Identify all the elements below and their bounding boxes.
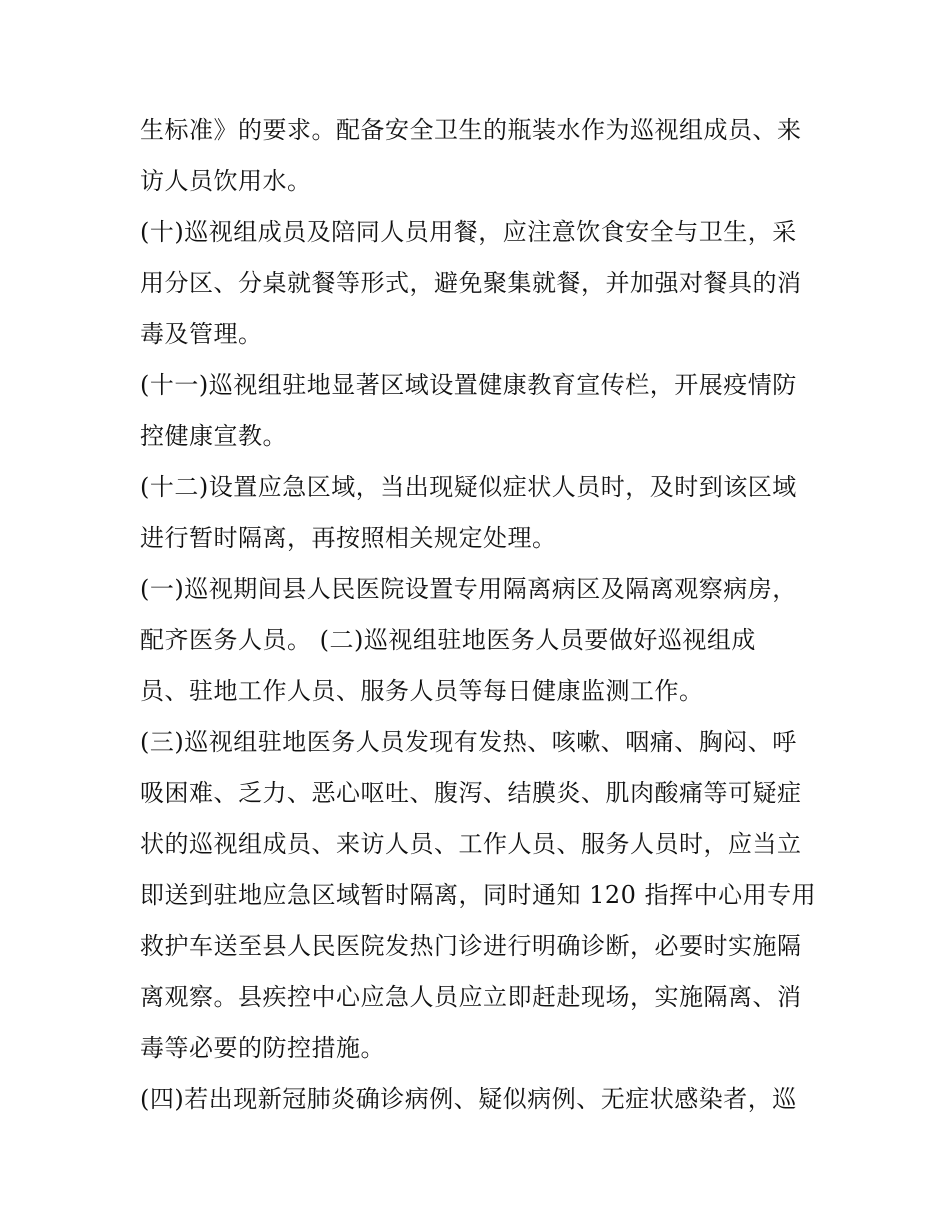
text-line: 配齐医务人员。 (二)巡视组驻地医务人员要做好巡视组成: [140, 626, 756, 654]
text-line: (一)巡视期间县人民医院设置专用隔离病区及隔离观察病房，: [140, 575, 797, 603]
text-line: (十一)巡视组驻地显著区域设置健康教育宣传栏，开展疫情防: [140, 371, 797, 399]
text-line: 进行暂时隔离，再按照相关规定处理。: [140, 524, 557, 552]
text-line: 即送到驻地应急区域暂时隔离，同时通知 120 指挥中心用专用: [140, 881, 817, 909]
text-line: 员、驻地工作人员、服务人员等每日健康监测工作。: [140, 677, 704, 705]
text-line: (十二)设置应急区域，当出现疑似症状人员时，及时到该区域: [140, 473, 797, 501]
text-line: (三)巡视组驻地医务人员发现有发热、咳嗽、咽痛、胸闷、呼: [140, 728, 797, 756]
text-line: 控健康宣教。: [140, 422, 287, 450]
text-line: 离观察。县疾控中心应急人员应立即赶赴现场，实施隔离、消: [140, 983, 802, 1011]
text-line: 吸困难、乏力、恶心呕吐、腹泻、结膜炎、肌肉酸痛等可疑症: [140, 779, 802, 807]
text-line: 救护车送至县人民医院发热门诊进行明确诊断，必要时实施隔: [140, 932, 802, 960]
text-line: 毒等必要的防控措施。: [140, 1034, 385, 1062]
text-line: 生标准》的要求。配备安全卫生的瓶装水作为巡视组成员、来: [140, 116, 802, 144]
text-line: 用分区、分桌就餐等形式，避免聚集就餐，并加强对餐具的消: [140, 269, 802, 297]
text-line: (十)巡视组成员及陪同人员用餐，应注意饮食安全与卫生，采: [140, 218, 797, 246]
text-line: 状的巡视组成员、来访人员、工作人员、服务人员时，应当立: [140, 830, 802, 858]
text-line: 访人员饮用水。: [140, 167, 312, 195]
text-line: (四)若出现新冠肺炎确诊病例、疑似病例、无症状感染者，巡: [140, 1085, 797, 1113]
text-line: 毒及管理。: [140, 320, 263, 348]
